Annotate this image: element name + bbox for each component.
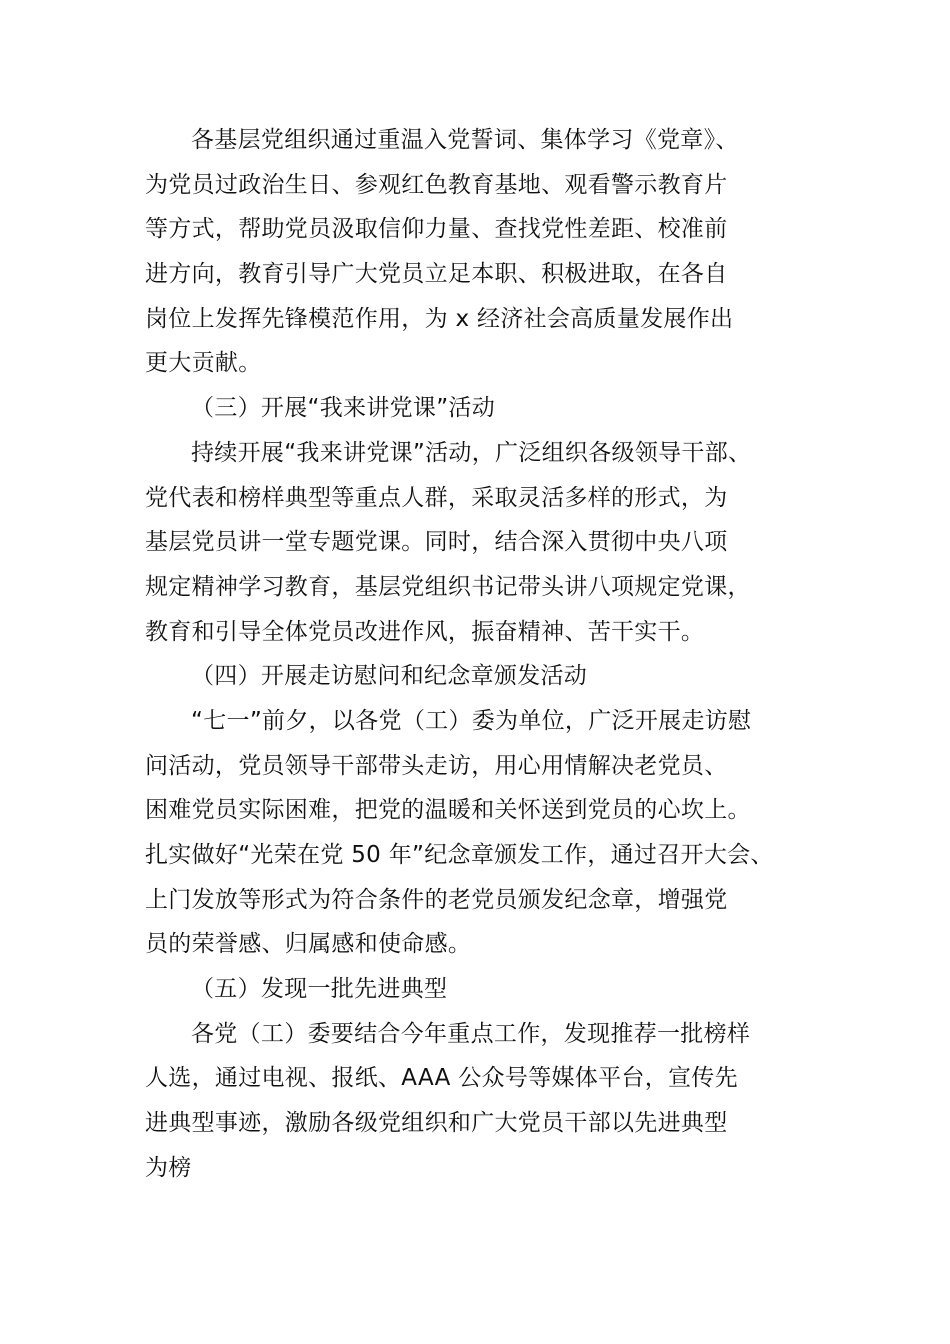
paragraph-line: 各党（工）委要结合今年重点工作，发现推荐一批榜样 (191, 1020, 751, 1047)
section-heading-3: （三）开展“我来讲党课”活动 (191, 395, 496, 422)
paragraph-line: 岗位上发挥先锋模范作用，为 x 经济社会高质量发展作出 (145, 305, 734, 332)
paragraph-line: 基层党员讲一堂专题党课。同时，结合深入贯彻中央八项 (145, 529, 728, 556)
paragraph-line: 上门发放等形式为符合条件的老党员颁发纪念章，增强党 (145, 886, 728, 913)
paragraph-line: 进方向，教育引导广大党员立足本职、积极进取，在各自 (145, 261, 728, 288)
paragraph-line: 进典型事迹，激励各级党组织和广大党员干部以先进典型 (145, 1110, 728, 1137)
document-body (145, 118, 825, 1191)
paragraph-line: “七一”前夕，以各党（工）委为单位，广泛开展走访慰 (191, 707, 752, 734)
paragraph-line: 问活动，党员领导干部带头走访，用心用情解决老党员、 (145, 752, 728, 779)
paragraph-line: 各基层党组织通过重温入党誓词、集体学习《党章》、 (191, 127, 739, 153)
paragraph-line: 规定精神学习教育，基层党组织书记带头讲八项规定党课， (145, 573, 751, 600)
paragraph-line: 扎实做好“光荣在党 50 年”纪念章颁发工作，通过召开大会、 (145, 842, 774, 868)
paragraph-line: 人选，通过电视、报纸、AAA 公众号等媒体平台，宣传先 (145, 1065, 738, 1092)
paragraph-line: 教育和引导全体党员改进作风，振奋精神、苦干实干。 (145, 618, 705, 645)
paragraph-line: 党代表和榜样典型等重点人群，采取灵活多样的形式，为 (145, 484, 728, 511)
paragraph-line: 等方式，帮助党员汲取信仰力量、查找党性差距、校准前 (145, 216, 728, 243)
paragraph-line: 为党员过政治生日、参观红色教育基地、观看警示教育片 (145, 171, 728, 198)
paragraph-line: 为榜 (145, 1154, 192, 1181)
paragraph-line: 困难党员实际困难，把党的温暖和关怀送到党员的心坎上。 (145, 797, 751, 824)
section-heading-5: （五）发现一批先进典型 (191, 976, 448, 1003)
paragraph-line: 持续开展“我来讲党课”活动，广泛组织各级领导干部、 (191, 439, 752, 466)
section-heading-4: （四）开展走访慰问和纪念章颁发活动 (191, 663, 588, 690)
paragraph-line: 更大贡献。 (145, 350, 262, 377)
paragraph-line: 员的荣誉感、归属感和使命感。 (145, 931, 472, 958)
